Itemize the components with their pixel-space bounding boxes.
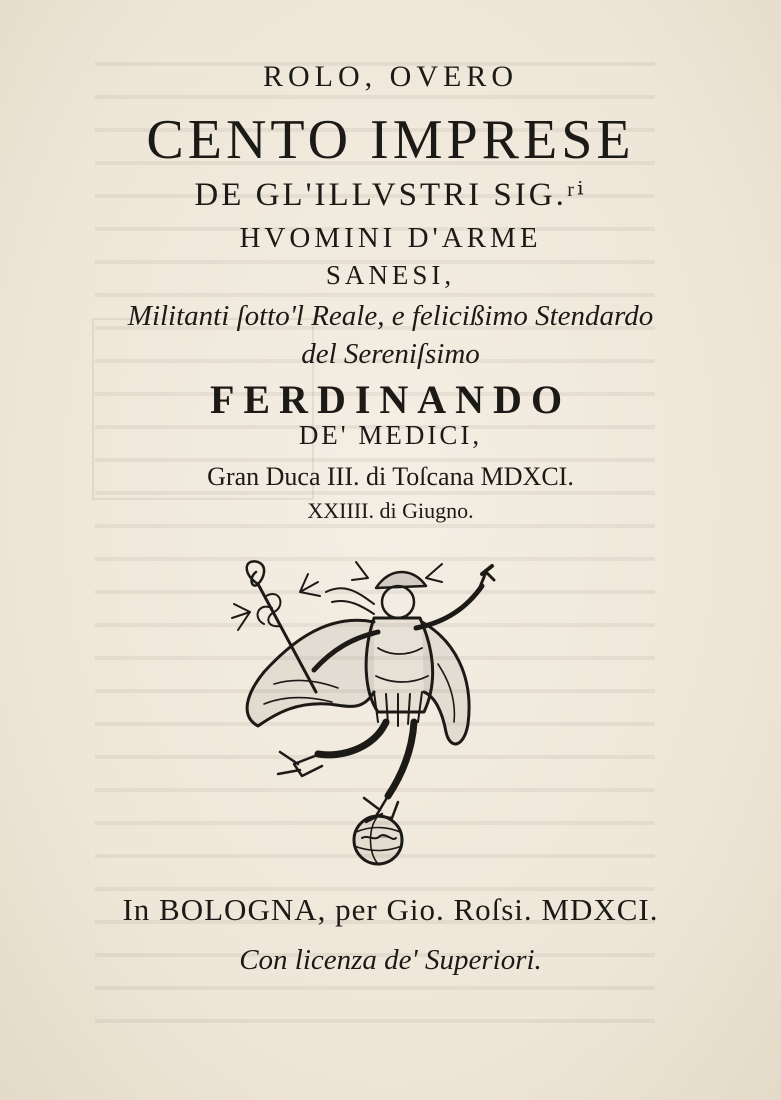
- subtitle-line-2: del Sereniſsimo: [301, 338, 480, 370]
- title-line-4: HVOMINI D'ARME: [239, 222, 542, 254]
- title-line-1: ROLO, OVERO: [263, 60, 518, 93]
- license-line: Con licenza de' Superiori.: [239, 944, 542, 976]
- dedicatee-title: Gran Duca III. di Toſcana MDXCI.: [207, 462, 574, 491]
- mercury-woodcut-illustration: [228, 552, 504, 868]
- date-line: XXIIII. di Giugno.: [307, 498, 474, 523]
- dedicatee-family: DE' MEDICI,: [298, 420, 483, 450]
- title-line-5: SANESI,: [325, 260, 456, 290]
- dedicatee-name: FERDINANDO: [209, 377, 572, 422]
- imprint-line: In BOLOGNA, per Gio. Roſsi. MDXCI.: [122, 892, 659, 927]
- main-title: CENTO IMPRESE: [146, 109, 635, 171]
- subtitle-line-1: Militanti ſotto'l Reale, e felicißimo Stendardo: [127, 300, 654, 332]
- title-line-3: DE GL'ILLVSTRI SIG.ʳⁱ: [194, 177, 587, 213]
